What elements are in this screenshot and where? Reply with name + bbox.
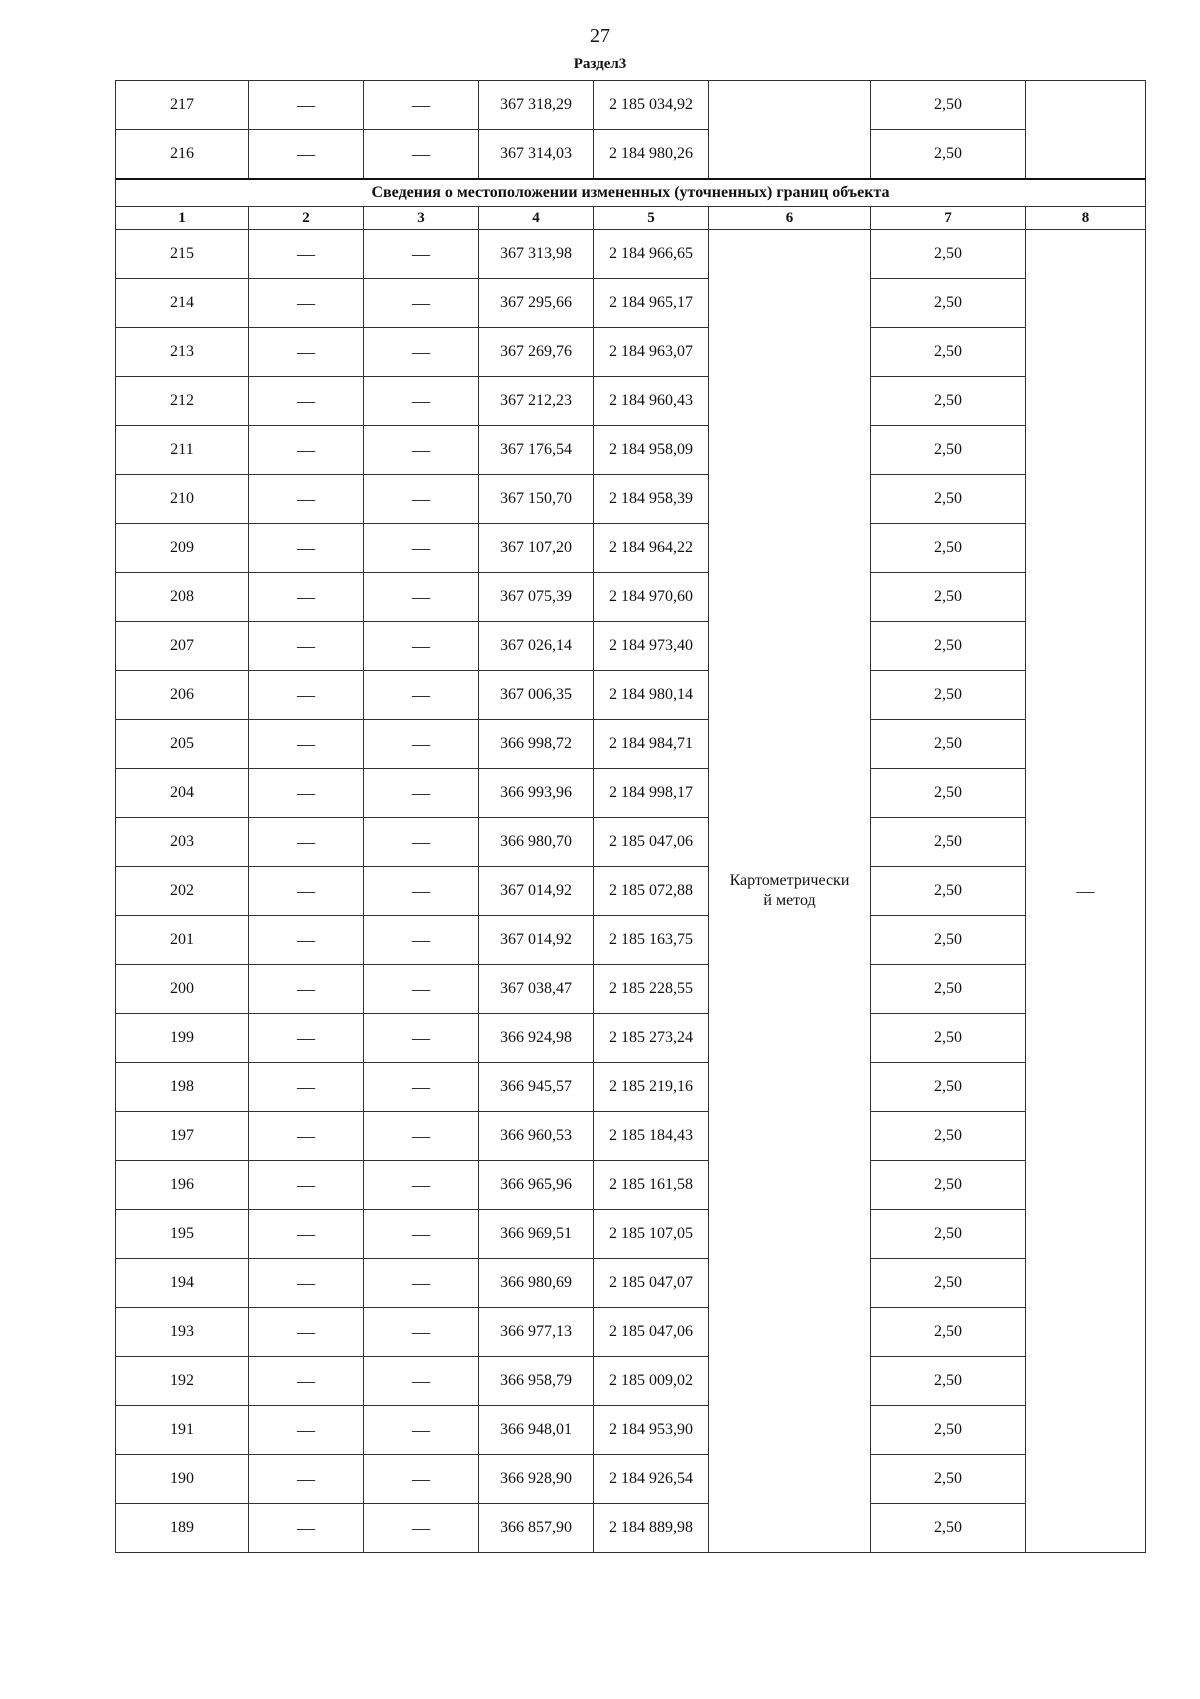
precision-cell: 2,50 bbox=[871, 671, 1026, 720]
table-row bbox=[116, 130, 1146, 180]
column-3-cell: — bbox=[364, 1161, 479, 1210]
column-2-cell: — bbox=[249, 1014, 364, 1063]
column-3-cell: — bbox=[364, 1357, 479, 1406]
column-number: 3 bbox=[364, 207, 479, 230]
point-number-cell: 195 bbox=[116, 1210, 249, 1259]
precision-cell: 2,50 bbox=[871, 279, 1026, 328]
x-coordinate-cell: 366 977,13 bbox=[479, 1308, 594, 1357]
precision-cell: 2,50 bbox=[871, 818, 1026, 867]
y-coordinate-cell: 2 185 273,24 bbox=[594, 1014, 709, 1063]
x-coordinate-cell: 367 314,03 bbox=[479, 130, 594, 180]
column-number: 8 bbox=[1026, 207, 1146, 230]
x-coordinate-cell: 366 857,90 bbox=[479, 1504, 594, 1553]
point-number-cell: 189 bbox=[116, 1504, 249, 1553]
column-3-cell: — bbox=[364, 867, 479, 916]
precision-cell: 2,50 bbox=[871, 1308, 1026, 1357]
column-2-cell: — bbox=[249, 524, 364, 573]
x-coordinate-cell: 367 075,39 bbox=[479, 573, 594, 622]
x-coordinate-cell: 366 924,98 bbox=[479, 1014, 594, 1063]
y-coordinate-cell: 2 185 161,58 bbox=[594, 1161, 709, 1210]
point-number-cell: 215 bbox=[116, 230, 249, 279]
y-coordinate-cell: 2 184 958,09 bbox=[594, 426, 709, 475]
table-row bbox=[116, 230, 1146, 279]
point-number-cell: 213 bbox=[116, 328, 249, 377]
y-coordinate-cell: 2 184 965,17 bbox=[594, 279, 709, 328]
column-2-cell: — bbox=[249, 769, 364, 818]
table-row bbox=[116, 720, 1146, 769]
column-3-cell: — bbox=[364, 524, 479, 573]
x-coordinate-cell: 367 006,35 bbox=[479, 671, 594, 720]
point-number-cell: 211 bbox=[116, 426, 249, 475]
y-coordinate-cell: 2 184 973,40 bbox=[594, 622, 709, 671]
x-coordinate-cell: 367 212,23 bbox=[479, 377, 594, 426]
column-number: 2 bbox=[249, 207, 364, 230]
column-2-cell: — bbox=[249, 867, 364, 916]
table-row bbox=[116, 1259, 1146, 1308]
x-coordinate-cell: 367 107,20 bbox=[479, 524, 594, 573]
column-3-cell: — bbox=[364, 1259, 479, 1308]
point-number-cell: 194 bbox=[116, 1259, 249, 1308]
x-coordinate-cell: 366 998,72 bbox=[479, 720, 594, 769]
column-number: 1 bbox=[116, 207, 249, 230]
table-row bbox=[116, 573, 1146, 622]
column-2-cell: — bbox=[249, 328, 364, 377]
y-coordinate-cell: 2 184 926,54 bbox=[594, 1455, 709, 1504]
column-2-cell: — bbox=[249, 475, 364, 524]
table-row bbox=[116, 671, 1146, 720]
column-2-cell: — bbox=[249, 573, 364, 622]
column-number: 6 bbox=[709, 207, 871, 230]
method-text: Картометрически bbox=[729, 872, 850, 889]
column-3-cell: — bbox=[364, 230, 479, 279]
column-3-cell: — bbox=[364, 916, 479, 965]
precision-cell: 2,50 bbox=[871, 475, 1026, 524]
x-coordinate-cell: 367 295,66 bbox=[479, 279, 594, 328]
table-row bbox=[116, 426, 1146, 475]
y-coordinate-cell: 2 185 047,06 bbox=[594, 1308, 709, 1357]
column-3-cell: — bbox=[364, 965, 479, 1014]
table-row bbox=[116, 377, 1146, 426]
precision-cell: 2,50 bbox=[871, 622, 1026, 671]
column-2-cell: — bbox=[249, 1406, 364, 1455]
column-3-cell: — bbox=[364, 1063, 479, 1112]
column-3-cell: — bbox=[364, 573, 479, 622]
x-coordinate-cell: 367 269,76 bbox=[479, 328, 594, 377]
precision-cell: 2,50 bbox=[871, 377, 1026, 426]
section-title: Раздел3 bbox=[573, 56, 627, 72]
precision-cell: 2,50 bbox=[871, 81, 1026, 130]
y-coordinate-cell: 2 184 953,90 bbox=[594, 1406, 709, 1455]
y-coordinate-cell: 2 184 980,26 bbox=[594, 130, 709, 180]
x-coordinate-cell: 366 928,90 bbox=[479, 1455, 594, 1504]
y-coordinate-cell: 2 185 072,88 bbox=[594, 867, 709, 916]
table-row bbox=[116, 1112, 1146, 1161]
y-coordinate-cell: 2 184 963,07 bbox=[594, 328, 709, 377]
precision-cell: 2,50 bbox=[871, 426, 1026, 475]
column-3-cell: — bbox=[364, 720, 479, 769]
method-cell-top bbox=[709, 81, 871, 180]
point-number-cell: 204 bbox=[116, 769, 249, 818]
table-row bbox=[116, 1455, 1146, 1504]
point-number-cell: 192 bbox=[116, 1357, 249, 1406]
x-coordinate-cell: 367 038,47 bbox=[479, 965, 594, 1014]
precision-cell: 2,50 bbox=[871, 1063, 1026, 1112]
table-row bbox=[116, 818, 1146, 867]
point-number-cell: 208 bbox=[116, 573, 249, 622]
point-number-cell: 201 bbox=[116, 916, 249, 965]
column-3-cell: — bbox=[364, 1406, 479, 1455]
column-number: 4 bbox=[479, 207, 594, 230]
column-3-cell: — bbox=[364, 328, 479, 377]
column-2-cell: — bbox=[249, 1308, 364, 1357]
column-2-cell: — bbox=[249, 1112, 364, 1161]
precision-cell: 2,50 bbox=[871, 1406, 1026, 1455]
table-row bbox=[116, 279, 1146, 328]
y-coordinate-cell: 2 184 964,22 bbox=[594, 524, 709, 573]
x-coordinate-cell: 366 993,96 bbox=[479, 769, 594, 818]
table-row bbox=[116, 965, 1146, 1014]
column-2-cell: — bbox=[249, 818, 364, 867]
precision-cell: 2,50 bbox=[871, 328, 1026, 377]
x-coordinate-cell: 366 980,70 bbox=[479, 818, 594, 867]
column-2-cell: — bbox=[249, 230, 364, 279]
table-caption: Сведения о местоположении измененных (уточненных) границ объекта bbox=[116, 179, 1146, 207]
y-coordinate-cell: 2 185 228,55 bbox=[594, 965, 709, 1014]
table-row bbox=[116, 1161, 1146, 1210]
precision-cell: 2,50 bbox=[871, 1357, 1026, 1406]
column-2-cell: — bbox=[249, 671, 364, 720]
x-coordinate-cell: 367 318,29 bbox=[479, 81, 594, 130]
column-2-cell: — bbox=[249, 426, 364, 475]
page-number: 27 bbox=[590, 25, 610, 47]
point-number-cell: 212 bbox=[116, 377, 249, 426]
table-row bbox=[116, 1504, 1146, 1553]
coordinates-table bbox=[115, 80, 1146, 1553]
x-coordinate-cell: 366 965,96 bbox=[479, 1161, 594, 1210]
precision-cell: 2,50 bbox=[871, 573, 1026, 622]
point-number-cell: 216 bbox=[116, 130, 249, 180]
precision-cell: 2,50 bbox=[871, 230, 1026, 279]
column-3-cell: — bbox=[364, 671, 479, 720]
table-row bbox=[116, 916, 1146, 965]
point-number-cell: 202 bbox=[116, 867, 249, 916]
column-3-cell: — bbox=[364, 475, 479, 524]
precision-cell: 2,50 bbox=[871, 1161, 1026, 1210]
x-coordinate-cell: 366 980,69 bbox=[479, 1259, 594, 1308]
y-coordinate-cell: 2 185 009,02 bbox=[594, 1357, 709, 1406]
precision-cell: 2,50 bbox=[871, 1210, 1026, 1259]
x-coordinate-cell: 367 313,98 bbox=[479, 230, 594, 279]
column-3-cell: — bbox=[364, 81, 479, 130]
point-number-cell: 193 bbox=[116, 1308, 249, 1357]
column-3-cell: — bbox=[364, 426, 479, 475]
x-coordinate-cell: 366 945,57 bbox=[479, 1063, 594, 1112]
point-number-cell: 200 bbox=[116, 965, 249, 1014]
precision-cell: 2,50 bbox=[871, 1455, 1026, 1504]
y-coordinate-cell: 2 184 980,14 bbox=[594, 671, 709, 720]
column-3-cell: — bbox=[364, 377, 479, 426]
precision-cell: 2,50 bbox=[871, 1112, 1026, 1161]
point-number-cell: 217 bbox=[116, 81, 249, 130]
column-2-cell: — bbox=[249, 81, 364, 130]
precision-cell: 2,50 bbox=[871, 524, 1026, 573]
precision-cell: 2,50 bbox=[871, 769, 1026, 818]
point-number-cell: 205 bbox=[116, 720, 249, 769]
precision-cell: 2,50 bbox=[871, 1259, 1026, 1308]
column-2-cell: — bbox=[249, 1504, 364, 1553]
column-2-cell: — bbox=[249, 1357, 364, 1406]
column-3-cell: — bbox=[364, 1210, 479, 1259]
column-2-cell: — bbox=[249, 1161, 364, 1210]
precision-cell: 2,50 bbox=[871, 916, 1026, 965]
x-coordinate-cell: 367 150,70 bbox=[479, 475, 594, 524]
column-3-cell: — bbox=[364, 818, 479, 867]
table-row bbox=[116, 622, 1146, 671]
y-coordinate-cell: 2 185 047,06 bbox=[594, 818, 709, 867]
point-number-cell: 209 bbox=[116, 524, 249, 573]
method-text: й метод bbox=[763, 892, 816, 909]
column-number: 5 bbox=[594, 207, 709, 230]
y-coordinate-cell: 2 184 970,60 bbox=[594, 573, 709, 622]
y-coordinate-cell: 2 185 184,43 bbox=[594, 1112, 709, 1161]
column-8-cell: — bbox=[1026, 230, 1146, 1553]
table-row bbox=[116, 867, 1146, 916]
column-3-cell: — bbox=[364, 1308, 479, 1357]
column-3-cell: — bbox=[364, 1455, 479, 1504]
table-row bbox=[116, 475, 1146, 524]
y-coordinate-cell: 2 185 107,05 bbox=[594, 1210, 709, 1259]
column-2-cell: — bbox=[249, 720, 364, 769]
point-number-cell: 206 bbox=[116, 671, 249, 720]
table-row bbox=[116, 1063, 1146, 1112]
y-coordinate-cell: 2 184 958,39 bbox=[594, 475, 709, 524]
precision-cell: 2,50 bbox=[871, 1014, 1026, 1063]
column-3-cell: — bbox=[364, 1504, 479, 1553]
precision-cell: 2,50 bbox=[871, 1504, 1026, 1553]
x-coordinate-cell: 366 960,53 bbox=[479, 1112, 594, 1161]
column-3-cell: — bbox=[364, 1112, 479, 1161]
x-coordinate-cell: 366 969,51 bbox=[479, 1210, 594, 1259]
table-body bbox=[116, 81, 1146, 1553]
y-coordinate-cell: 2 184 889,98 bbox=[594, 1504, 709, 1553]
point-number-cell: 196 bbox=[116, 1161, 249, 1210]
column-2-cell: — bbox=[249, 1210, 364, 1259]
point-number-cell: 214 bbox=[116, 279, 249, 328]
x-coordinate-cell: 367 026,14 bbox=[479, 622, 594, 671]
column-2-cell: — bbox=[249, 1063, 364, 1112]
column-8-cell-top bbox=[1026, 81, 1146, 180]
point-number-cell: 203 bbox=[116, 818, 249, 867]
point-number-cell: 191 bbox=[116, 1406, 249, 1455]
y-coordinate-cell: 2 185 047,07 bbox=[594, 1259, 709, 1308]
table-row bbox=[116, 328, 1146, 377]
table-row bbox=[116, 1308, 1146, 1357]
x-coordinate-cell: 366 958,79 bbox=[479, 1357, 594, 1406]
x-coordinate-cell: 367 014,92 bbox=[479, 867, 594, 916]
column-3-cell: — bbox=[364, 279, 479, 328]
point-number-cell: 198 bbox=[116, 1063, 249, 1112]
precision-cell: 2,50 bbox=[871, 720, 1026, 769]
precision-cell: 2,50 bbox=[871, 867, 1026, 916]
column-2-cell: — bbox=[249, 965, 364, 1014]
column-3-cell: — bbox=[364, 622, 479, 671]
point-number-cell: 207 bbox=[116, 622, 249, 671]
y-coordinate-cell: 2 185 219,16 bbox=[594, 1063, 709, 1112]
y-coordinate-cell: 2 185 163,75 bbox=[594, 916, 709, 965]
column-2-cell: — bbox=[249, 377, 364, 426]
x-coordinate-cell: 367 014,92 bbox=[479, 916, 594, 965]
column-2-cell: — bbox=[249, 1455, 364, 1504]
table-row bbox=[116, 1014, 1146, 1063]
column-2-cell: — bbox=[249, 916, 364, 965]
table-row bbox=[116, 1357, 1146, 1406]
precision-cell: 2,50 bbox=[871, 130, 1026, 180]
column-number-row bbox=[116, 207, 1146, 230]
precision-cell: 2,50 bbox=[871, 965, 1026, 1014]
column-3-cell: — bbox=[364, 130, 479, 180]
point-number-cell: 197 bbox=[116, 1112, 249, 1161]
table-row bbox=[116, 769, 1146, 818]
y-coordinate-cell: 2 184 984,71 bbox=[594, 720, 709, 769]
table-caption-row bbox=[116, 179, 1146, 207]
x-coordinate-cell: 367 176,54 bbox=[479, 426, 594, 475]
table-row bbox=[116, 524, 1146, 573]
column-2-cell: — bbox=[249, 279, 364, 328]
method-cell bbox=[709, 230, 871, 1553]
column-3-cell: — bbox=[364, 769, 479, 818]
y-coordinate-cell: 2 184 998,17 bbox=[594, 769, 709, 818]
point-number-cell: 210 bbox=[116, 475, 249, 524]
y-coordinate-cell: 2 185 034,92 bbox=[594, 81, 709, 130]
column-2-cell: — bbox=[249, 622, 364, 671]
point-number-cell: 190 bbox=[116, 1455, 249, 1504]
y-coordinate-cell: 2 184 960,43 bbox=[594, 377, 709, 426]
x-coordinate-cell: 366 948,01 bbox=[479, 1406, 594, 1455]
table-row bbox=[116, 81, 1146, 130]
column-2-cell: — bbox=[249, 130, 364, 180]
table-row bbox=[116, 1210, 1146, 1259]
table-row bbox=[116, 1406, 1146, 1455]
y-coordinate-cell: 2 184 966,65 bbox=[594, 230, 709, 279]
column-2-cell: — bbox=[249, 1259, 364, 1308]
column-3-cell: — bbox=[364, 1014, 479, 1063]
column-number: 7 bbox=[871, 207, 1026, 230]
point-number-cell: 199 bbox=[116, 1014, 249, 1063]
